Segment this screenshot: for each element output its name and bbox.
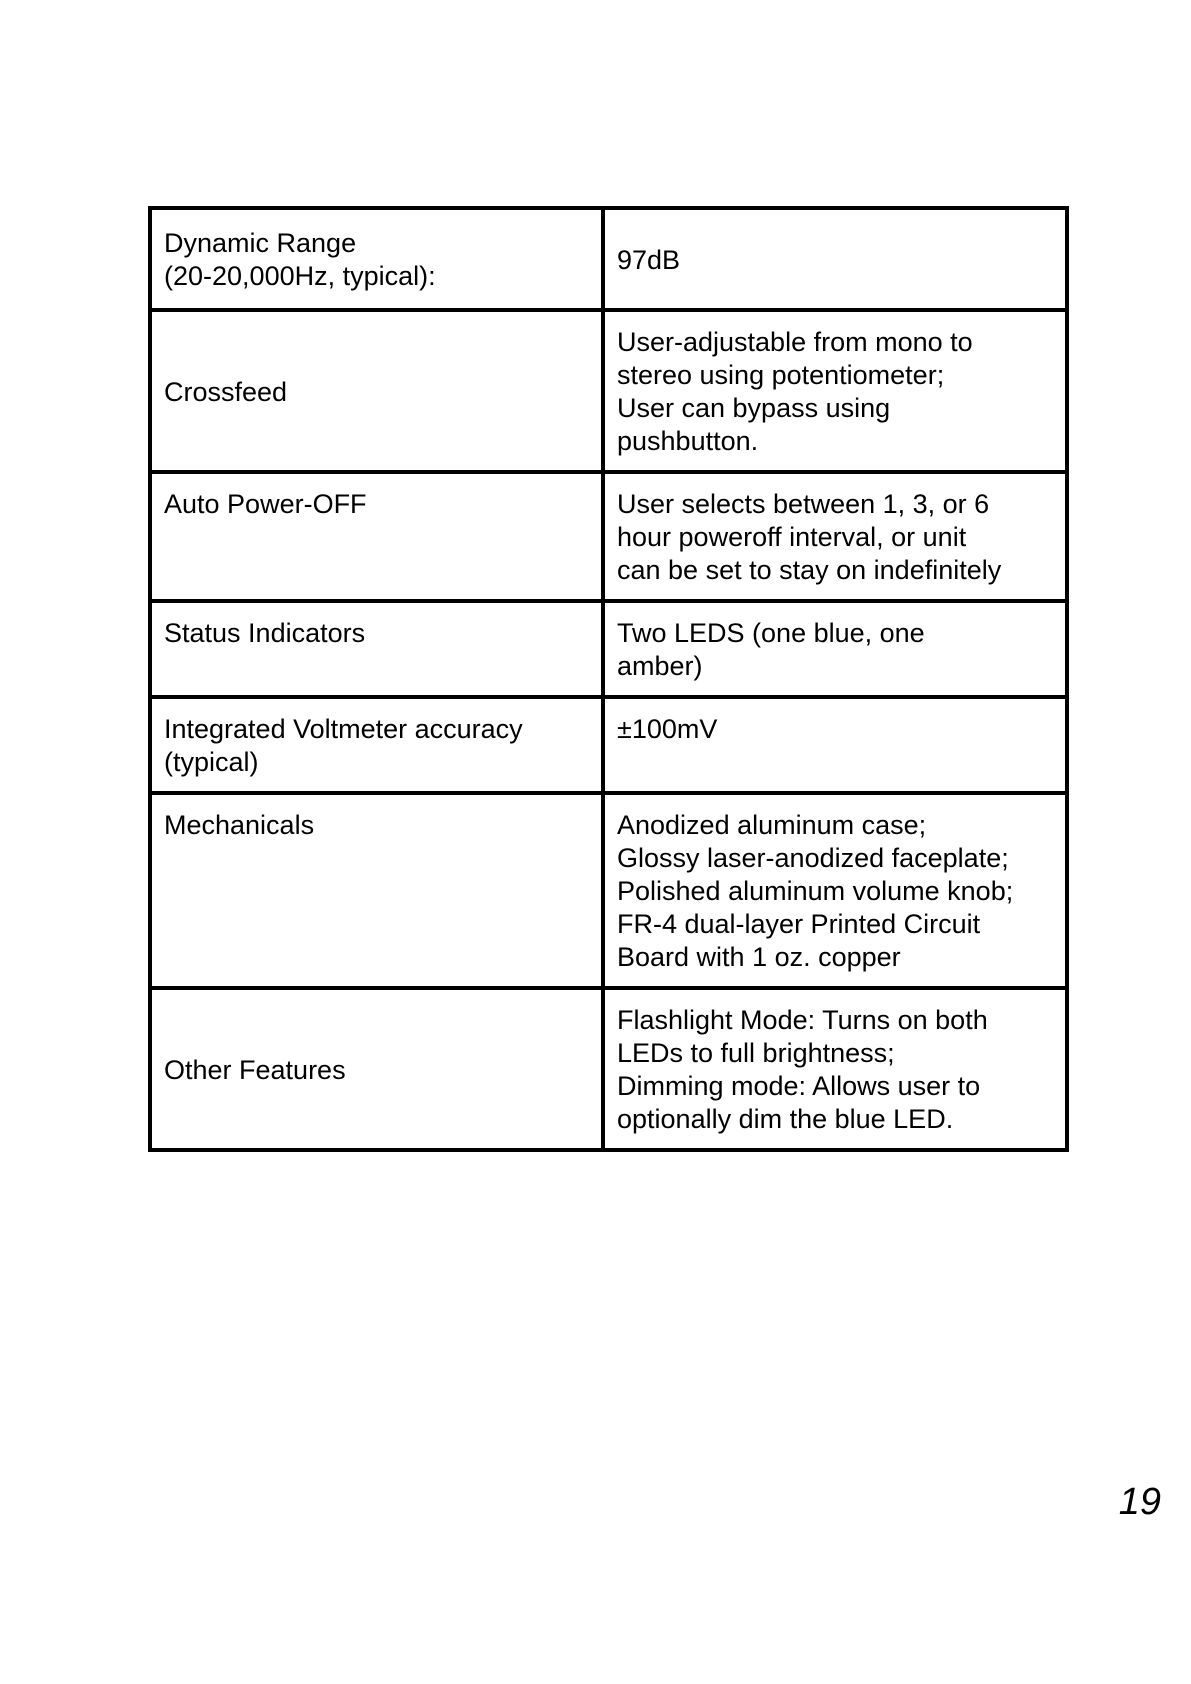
spec-label: Auto Power-OFF — [150, 472, 603, 601]
table-row — [150, 601, 1067, 697]
spec-value: Two LEDS (one blue, one amber) — [603, 601, 1067, 697]
spec-label: Dynamic Range (20-20,000Hz, typical): — [150, 208, 603, 310]
spec-value: 97dB — [603, 208, 1067, 310]
spec-label: Integrated Voltmeter accuracy (typical) — [150, 697, 603, 793]
table-row — [150, 208, 1067, 310]
spec-value: Anodized aluminum case; Glossy laser-anodized faceplate; Polished aluminum volume knob; FR-4 dual-layer Printed Circuit Board with 1 oz. copper — [603, 793, 1067, 988]
spec-value: ±100mV — [603, 697, 1067, 793]
spec-label: Mechanicals — [150, 793, 603, 988]
spec-table — [148, 206, 1069, 1152]
spec-value: User-adjustable from mono to stereo using potentiometer; User can bypass using pushbutton. — [603, 310, 1067, 472]
spec-value: Flashlight Mode: Turns on both LEDs to full brightness; Dimming mode: Allows user to optionally dim the blue LED. — [603, 988, 1067, 1150]
spec-value: User selects between 1, 3, or 6 hour poweroff interval, or unit can be set to stay on indefinitely — [603, 472, 1067, 601]
page-number: 19 — [1118, 1481, 1161, 1523]
table-row — [150, 697, 1067, 793]
spec-label: Crossfeed — [150, 310, 603, 472]
table-row — [150, 472, 1067, 601]
spec-label: Status Indicators — [150, 601, 603, 697]
table-row — [150, 793, 1067, 988]
table-row — [150, 988, 1067, 1150]
spec-label: Other Features — [150, 988, 603, 1150]
table-row — [150, 310, 1067, 472]
